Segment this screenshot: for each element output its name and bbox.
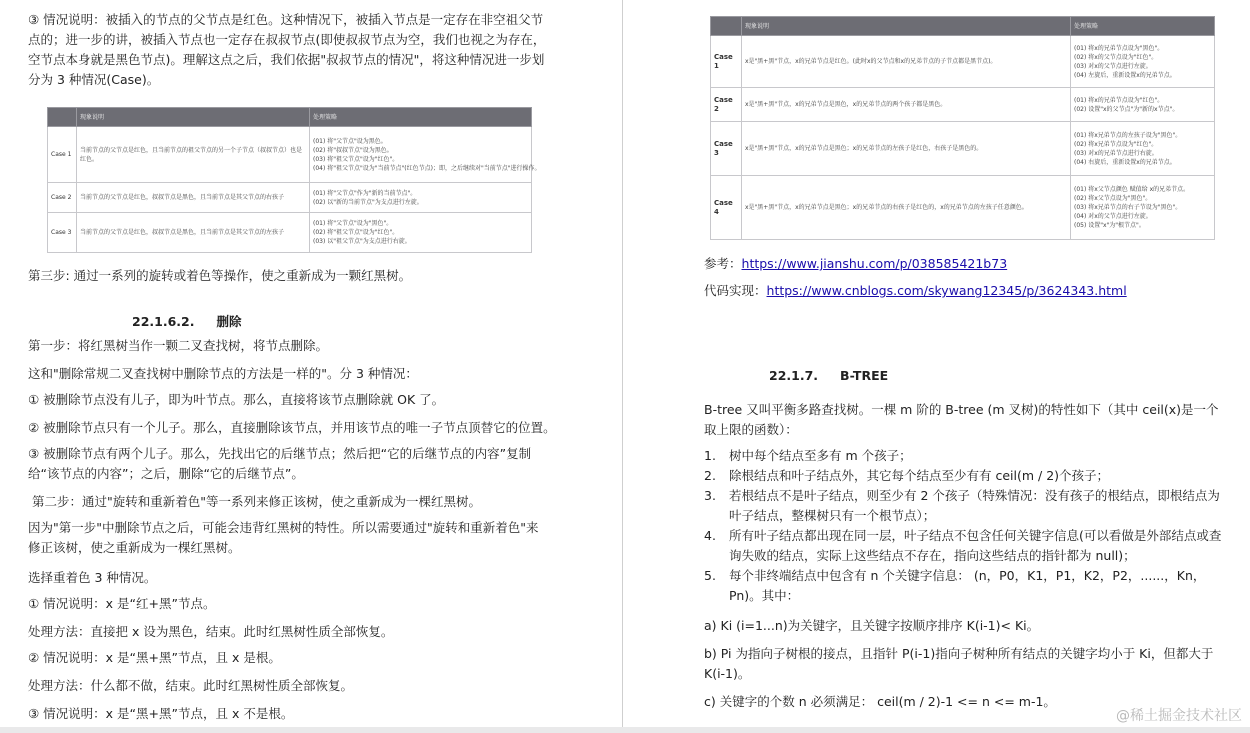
code-label: 代码实现：: [704, 283, 767, 298]
action-step: (02) 将"祖父节点"设为"红色"。: [313, 229, 399, 236]
action-step: (02) 将"叔叔节点"设为黑色。: [313, 146, 393, 154]
list-item: [704, 486, 1222, 526]
action-step: (01) 将x父节点颜色 赋值给 x的兄弟节点。: [1074, 186, 1190, 193]
case-description: x是"黑+黑"节点，x的兄弟节点是黑色；x的兄弟节点的右孩子是红色的，x的兄弟节点的左孩子任意颜色。: [742, 176, 1071, 240]
table-header-row: [711, 17, 1215, 36]
case-label: Case 3: [711, 122, 742, 176]
action-step: (02) 将x的父节点设为"红色"。: [1074, 53, 1158, 61]
case-actions: [310, 127, 541, 183]
case-label: Case 3: [48, 213, 77, 253]
list-item: [704, 526, 1222, 566]
delete-reason: 因为"第一步"中删除节点之后，可能会违背红黑树的特性。所以需要通过"旋转和重新着色"来修正该树，使之重新成为一棵红黑树。: [28, 520, 539, 555]
list-text: 树中每个结点至多有 m 个孩子；: [729, 448, 912, 463]
btree-properties-list: [704, 446, 1222, 606]
case-actions: [310, 213, 532, 253]
list-number: 5.: [704, 568, 716, 583]
recolor-case1: ① 情况说明：x 是“红+黑”节点。: [28, 596, 216, 611]
action-step: (03) 将"祖父节点"设为"红色"。: [313, 155, 399, 163]
list-item: [704, 466, 1222, 486]
list-text: 若根结点不是叶子结点，则至少有 2 个孩子（特殊情况：没有孩子的根结点，即根结点为叶子结点，整棵树只有一个根节点）；: [729, 488, 1220, 523]
recolor-title: 选择重着色 3 种情况。: [28, 570, 157, 585]
delete-case1: ① 被删除节点没有儿子，即为叶节点。那么，直接将该节点删除就 OK 了。: [28, 392, 445, 407]
recolor-case2-method: 处理方法：什么都不做，结束。此时红黑树性质全部恢复。: [28, 678, 354, 693]
delete-step2: 第二步：通过"旋转和重新着色"等一系列来修正该树，使之重新成为一棵红黑树。: [32, 494, 482, 509]
case-description: 当前节点的父节点是红色，叔叔节点是黑色，且当前节点是其父节点的右孩子: [77, 183, 310, 213]
list-item: [704, 446, 1222, 466]
table-row: [711, 122, 1215, 176]
code-link[interactable]: https://www.cnblogs.com/skywang12345/p/3624343.html: [766, 283, 1127, 298]
case-actions: [1071, 36, 1215, 88]
list-number: 2.: [704, 468, 716, 483]
action-step: (03) 将x兄弟节点的右子节设为"黑色"。: [1074, 204, 1182, 211]
action-step: (04) 右旋后，重新设置x的兄弟节点。: [1074, 158, 1176, 166]
action-step: (02) 将x兄弟节点设为"红色"。: [1074, 140, 1158, 148]
table-row: [48, 213, 532, 253]
action-step: (01) 将"父节点"作为"新的当前节点"。: [313, 189, 417, 197]
section-number: 22.1.6.2.: [132, 314, 195, 329]
list-number: 3.: [704, 488, 716, 503]
action-step: (05) 设置"x"为"根节点"。: [1074, 222, 1145, 229]
recolor-case3: ③ 情况说明：x 是“黑+黑”节点，且 x 不是根。: [28, 706, 294, 721]
case-label: Case 2: [48, 183, 77, 213]
table-header-cell: 现象说明: [742, 17, 1071, 36]
list-text: 所有叶子结点都出现在同一层，叶子结点不包含任何关键字信息(可以看做是外部结点或查询失败的结点，实际上这些结点不存在，指向这些结点的指针都为 null)；: [729, 528, 1222, 563]
action-step: (02) 将x父节点设为"黑色"。: [1074, 195, 1152, 202]
list-text: 每个非终端结点中包含有 n 个关键字信息： (n，P0，K1，P1，K2，P2，......，Kn，Pn)。其中：: [729, 568, 1206, 603]
table-header-row: [48, 108, 532, 127]
code-line: [704, 281, 1127, 301]
action-step: (01) 将x兄弟节点的左孩子设为"黑色"。: [1074, 131, 1182, 139]
table-row: [711, 88, 1215, 122]
case-description: x是"黑+黑"节点，x的兄弟节点是黑色，x的兄弟节点的两个孩子都是黑色。: [742, 88, 1071, 122]
section-heading-delete: [132, 312, 242, 330]
case-label: Case 2: [711, 88, 742, 122]
reference-link[interactable]: https://www.jianshu.com/p/038585421b73: [741, 256, 1008, 271]
insert-case3-intro: ③ 情况说明：被插入的节点的父节点是红色。这种情况下，被插入节点是一定存在非空祖父节点的；进一步的讲，被插入节点也一定存在叔叔节点(即使叔叔节点为空，我们也视之为存在，空节点本身就是黑色节点)。理解这点之后，我们依据"叔叔节点的情况"，将这种情况进一步划分为 3 种情况(Case)。: [28, 12, 546, 87]
table-header-cell: [711, 17, 742, 36]
case-actions: [310, 183, 532, 213]
section-number: 22.1.7.: [769, 368, 819, 383]
btree-note-b: b) Pi 为指向子树根的接点，且指针 P(i-1)指向子树种所有结点的关键字均小于 Ki，但都大于 K(i-1)。: [704, 646, 1214, 681]
action-step: (04) 对x的父节点进行左旋。: [1074, 213, 1152, 220]
recolor-case2: ② 情况说明：x 是“黑+黑”节点，且 x 是根。: [28, 650, 281, 665]
delete-cases-table: [710, 16, 1215, 240]
list-number: 4.: [704, 528, 716, 543]
list-item: [704, 566, 1222, 606]
action-step: (04) 左旋后，重新设置x的兄弟节点。: [1074, 71, 1176, 79]
recolor-case1-method: 处理方法：直接把 x 设为黑色，结束。此时红黑树性质全部恢复。: [28, 624, 394, 639]
case-description: 当前节点的父节点是红色，且当前节点的祖父节点的另一个子节点（叔叔节点）也是红色。: [77, 127, 310, 183]
btree-intro: B-tree 又叫平衡多路查找树。一棵 m 阶的 B-tree (m 叉树)的特性如下（其中 ceil(x)是一个取上限的函数）：: [704, 402, 1219, 437]
action-step: (03) 对x的父节点进行左旋。: [1074, 62, 1152, 70]
action-step: (01) 将x的兄弟节点设为"红色"。: [1074, 96, 1164, 104]
page-divider: [622, 0, 623, 733]
reference-line: [704, 254, 1007, 274]
case-actions: [1071, 88, 1215, 122]
case-label: Case 1: [48, 127, 77, 183]
case-label: Case 1: [711, 36, 742, 88]
delete-step1: 第一步：将红黑树当作一颗二叉查找树，将节点删除。: [28, 338, 329, 353]
action-step: (04) 将"祖父节点"设为"当前节点"(红色节点)；即，之后继续对"当前节点"进行操作。: [313, 164, 541, 172]
action-step: (03) 以"祖父节点"为支点进行右旋。: [313, 238, 411, 245]
delete-note: 这和"删除常规二叉查找树中删除节点的方法是一样的"。分 3 种情况：: [28, 366, 418, 381]
case-description: 当前节点的父节点是红色，叔叔节点是黑色，且当前节点是其父节点的左孩子: [77, 213, 310, 253]
table-header-cell: [48, 108, 77, 127]
case-description: x是"黑+黑"节点，x的兄弟节点是黑色；x的兄弟节点的左孩子是红色，右孩子是黑色的。: [742, 122, 1071, 176]
action-step: (02) 设置"x的父节点"为"新的x节点"。: [1074, 105, 1179, 113]
table-row: [711, 36, 1215, 88]
list-text: 除根结点和叶子结点外，其它每个结点至少有有 ceil(m / 2)个孩子；: [729, 468, 1110, 483]
insert-step3: 第三步: 通过一系列的旋转或着色等操作，使之重新成为一颗红黑树。: [28, 268, 412, 283]
btree-note-c: c) 关键字的个数 n 必须满足： ceil(m / 2)-1 <= n <= m-1。: [704, 694, 1056, 709]
case-actions: [1071, 122, 1215, 176]
section-title: B-TREE: [840, 368, 889, 383]
btree-note-a: a) Ki (i=1...n)为关键字，且关键字按顺序排序 K(i-1)< Ki。: [704, 618, 1040, 633]
section-heading-btree: [769, 368, 888, 383]
left-page: [0, 0, 622, 733]
table-row: [48, 183, 532, 213]
case-description: x是"黑+黑"节点，x的兄弟节点是红色。(此时x的父节点和x的兄弟节点的子节点都是黑节点)。: [742, 36, 1071, 88]
right-page: [624, 0, 1250, 733]
insert-cases-table: [47, 107, 541, 253]
table-header-cell: 现象说明: [77, 108, 310, 127]
case-label: Case 4: [711, 176, 742, 240]
table-row: [711, 176, 1215, 240]
case-actions: [1071, 176, 1215, 240]
action-step: (03) 对x的兄弟节点进行右旋。: [1074, 149, 1158, 157]
action-step: (01) 将x的兄弟节点设为"黑色"。: [1074, 44, 1164, 52]
delete-case2: ② 被删除节点只有一个儿子。那么，直接删除该节点，并用该节点的唯一子节点顶替它的位置。: [28, 420, 556, 435]
action-step: (02) 以"新的当前节点"为支点进行左旋。: [313, 198, 423, 206]
section-title: 删除: [216, 314, 242, 329]
action-step: (01) 将"父节点"设为黑色。: [313, 137, 387, 145]
watermark: @稀土掘金技术社区: [1116, 708, 1242, 724]
delete-case3: ③ 被删除节点有两个儿子。那么，先找出它的后继节点；然后把“它的后继节点的内容”复制给“该节点的内容”；之后，删除“它的后继节点”。: [28, 446, 532, 481]
table-header-cell: 处理策略: [1071, 17, 1215, 36]
table-header-cell: 处理策略: [310, 108, 532, 127]
table-row: [48, 127, 532, 183]
list-number: 1.: [704, 448, 716, 463]
reference-label: 参考：: [704, 256, 742, 271]
action-step: (01) 将"父节点"设为"黑色"。: [313, 220, 393, 227]
